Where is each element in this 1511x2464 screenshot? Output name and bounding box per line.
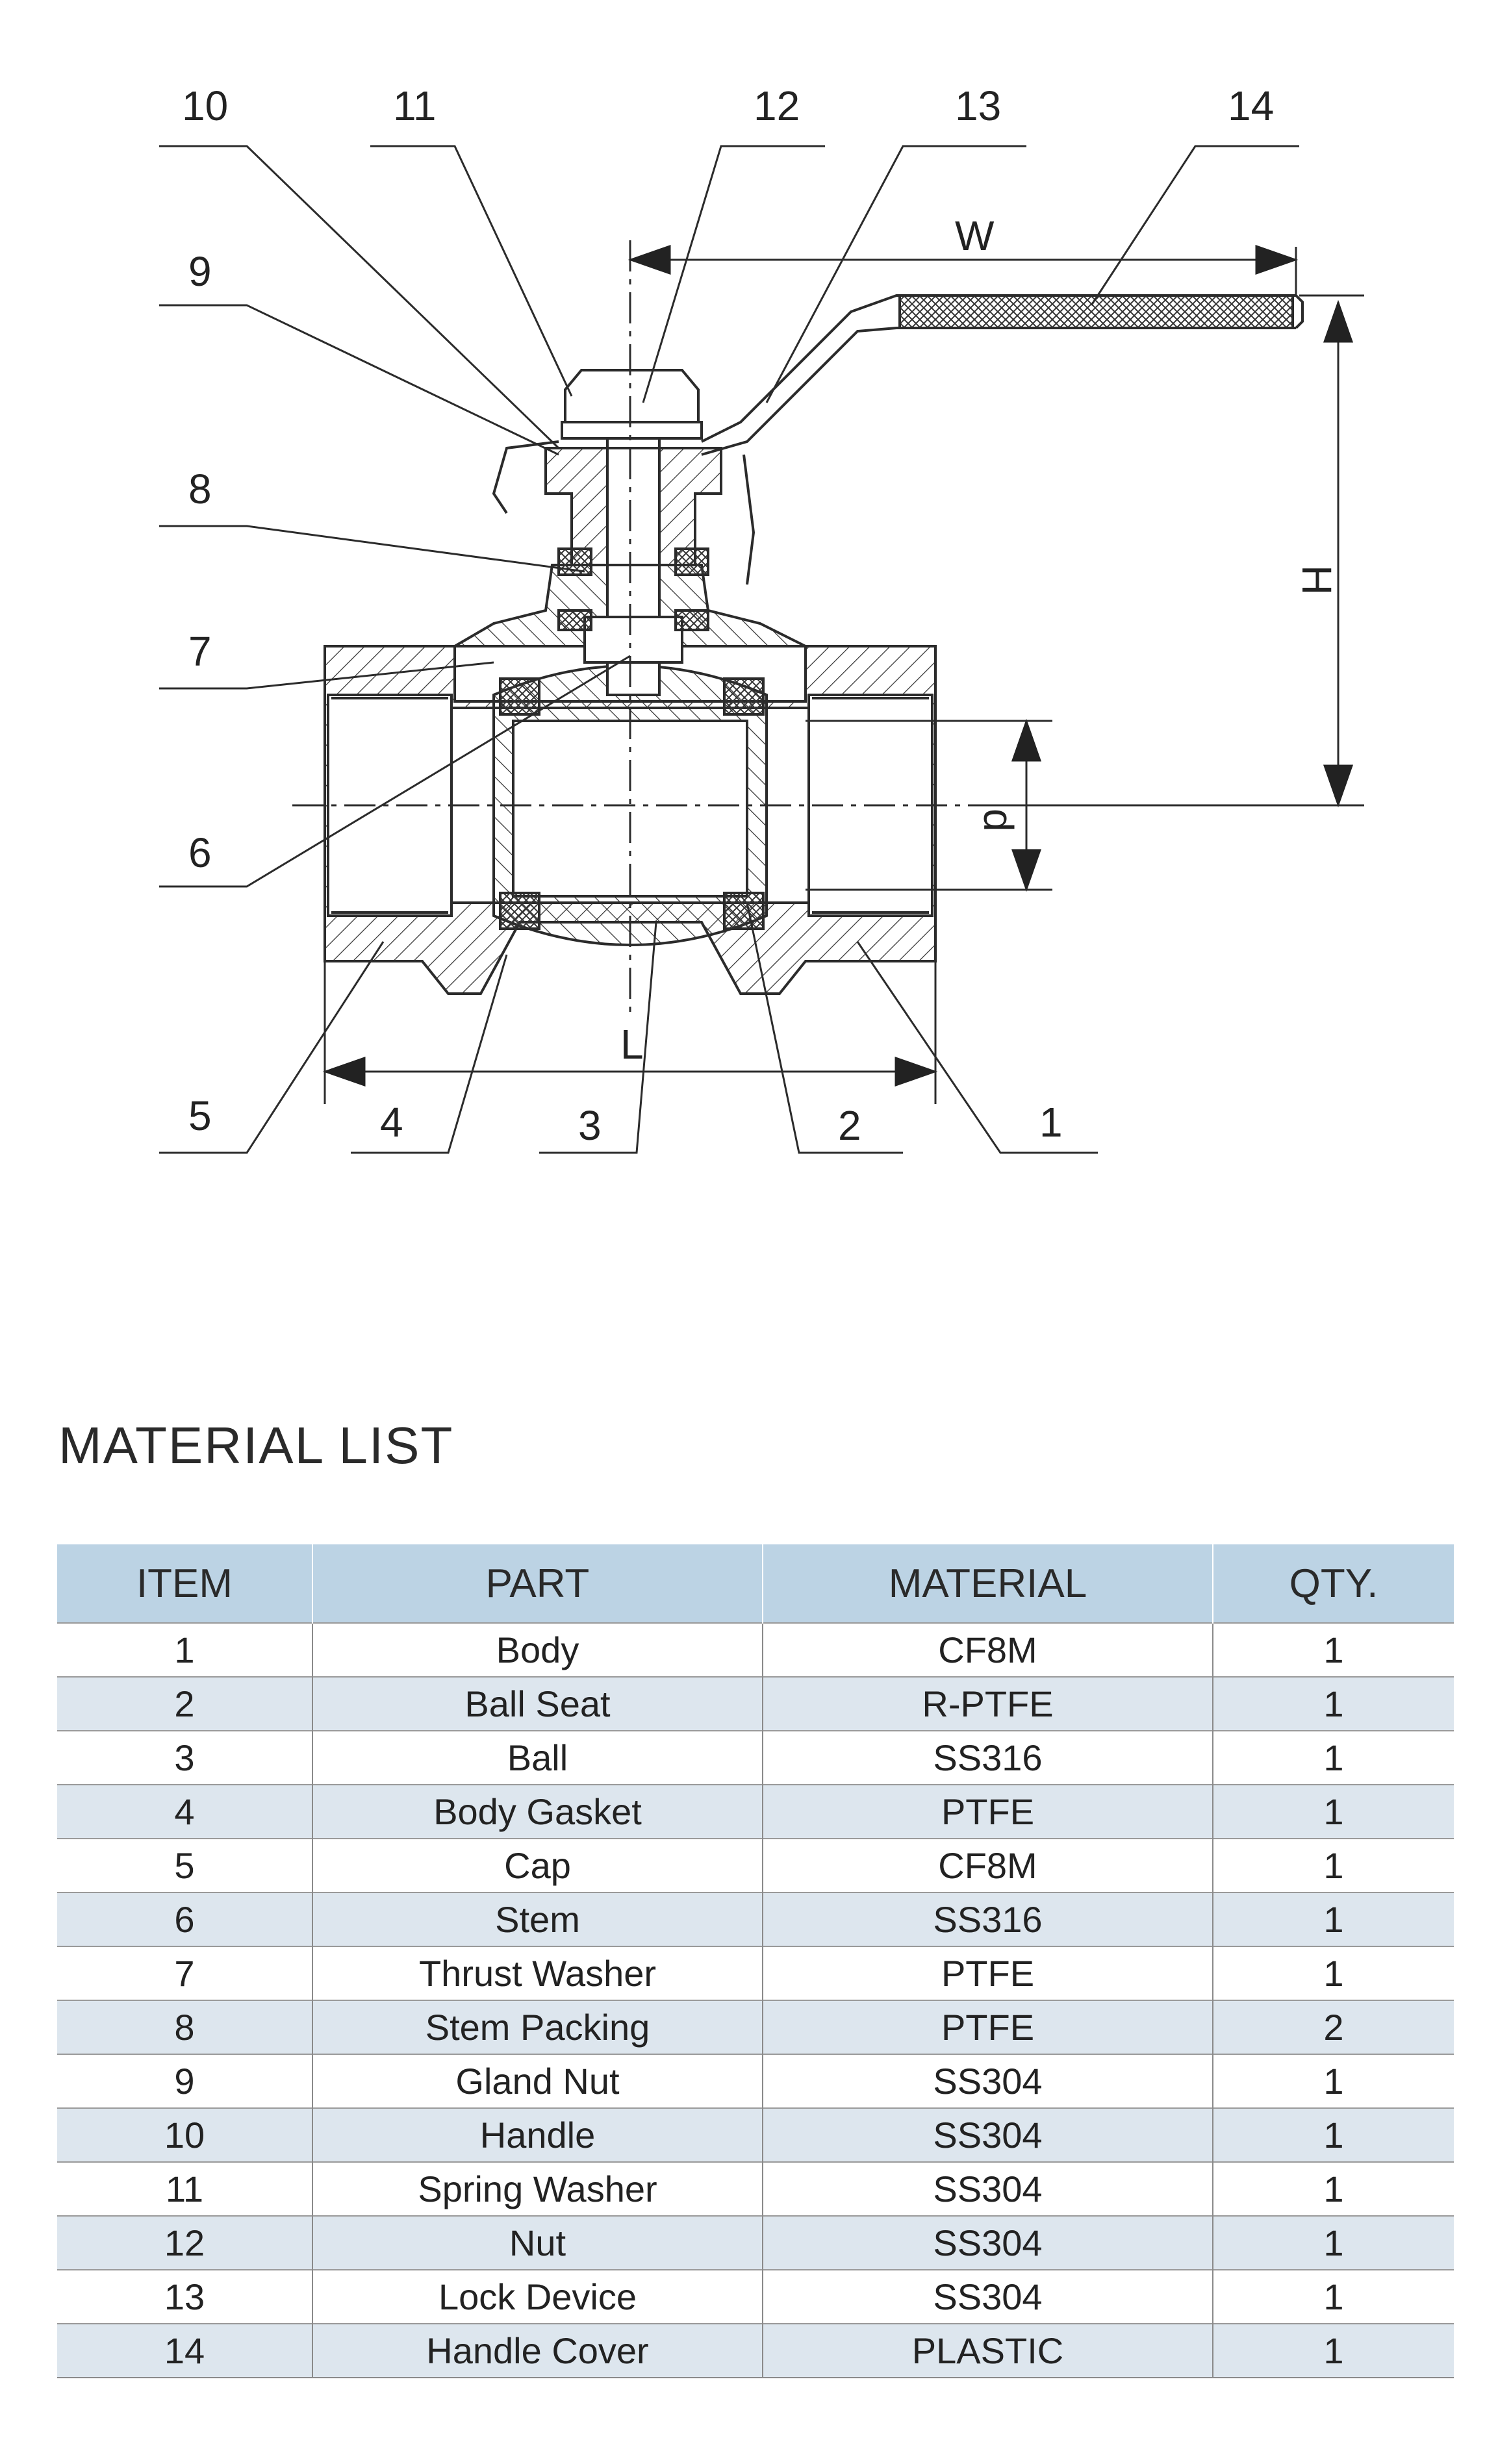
part-cell: Gland Nut (312, 2054, 763, 2108)
table-row (57, 1677, 1454, 1731)
item-cell: 7 (57, 1946, 312, 2000)
item-cell: 11 (57, 2162, 312, 2216)
table-row (57, 2000, 1454, 2054)
table-row (57, 2054, 1454, 2108)
material-list-rows (57, 1623, 1454, 2378)
callout-14: 14 (1228, 82, 1275, 129)
item-cell: 13 (57, 2270, 312, 2324)
qty-cell: 1 (1213, 2324, 1454, 2378)
col-part-header: PART (312, 1544, 763, 1623)
callout-7: 7 (188, 628, 212, 675)
item-cell: 14 (57, 2324, 312, 2378)
material-cell: PLASTIC (763, 2324, 1213, 2378)
item-cell: 8 (57, 2000, 312, 2054)
part-cell: Nut (312, 2216, 763, 2270)
item-cell: 5 (57, 1839, 312, 1892)
qty-cell: 1 (1213, 2270, 1454, 2324)
col-item-header: ITEM (57, 1544, 312, 1623)
part-cell: Stem (312, 1892, 763, 1946)
table-row (57, 1892, 1454, 1946)
dim-h-label: H (1293, 565, 1340, 596)
material-cell: SS304 (763, 2054, 1213, 2108)
qty-cell: 1 (1213, 1892, 1454, 1946)
material-cell: SS304 (763, 2108, 1213, 2162)
table-row (57, 1946, 1454, 2000)
material-cell: R-PTFE (763, 1677, 1213, 1731)
table-row (57, 2216, 1454, 2270)
qty-cell: 1 (1213, 1623, 1454, 1677)
callout-1: 1 (1039, 1099, 1063, 1146)
part-cell: Body (312, 1623, 763, 1677)
material-cell: CF8M (763, 1623, 1213, 1677)
table-row (57, 2162, 1454, 2216)
qty-cell: 1 (1213, 1731, 1454, 1785)
callout-2: 2 (838, 1102, 861, 1149)
dim-d-label: d (975, 809, 1022, 832)
callout-13: 13 (955, 82, 1002, 129)
item-cell: 10 (57, 2108, 312, 2162)
table-row (57, 1785, 1454, 1839)
table-row (57, 1731, 1454, 1785)
material-cell: CF8M (763, 1839, 1213, 1892)
table-row (57, 1623, 1454, 1677)
callout-10: 10 (182, 82, 229, 129)
table-header-row (57, 1544, 1454, 1623)
table-row (57, 2270, 1454, 2324)
qty-cell: 1 (1213, 1785, 1454, 1839)
material-cell: SS304 (763, 2216, 1213, 2270)
table-row (57, 1839, 1454, 1892)
part-cell: Spring Washer (312, 2162, 763, 2216)
col-material-header: MATERIAL (763, 1544, 1213, 1623)
item-cell: 6 (57, 1892, 312, 1946)
material-cell: PTFE (763, 1946, 1213, 2000)
table-row (57, 2324, 1454, 2378)
callout-6: 6 (188, 829, 212, 876)
part-cell: Body Gasket (312, 1785, 763, 1839)
gland-and-nut (546, 370, 721, 565)
material-cell: PTFE (763, 2000, 1213, 2054)
table-row (57, 2108, 1454, 2162)
part-cell: Lock Device (312, 2270, 763, 2324)
item-cell: 9 (57, 2054, 312, 2108)
dim-l-label: L (620, 1021, 644, 1068)
item-cell: 2 (57, 1677, 312, 1731)
qty-cell: 1 (1213, 2108, 1454, 2162)
callout-12: 12 (754, 82, 800, 129)
col-qty-header: QTY. (1213, 1544, 1454, 1623)
part-cell: Ball (312, 1731, 763, 1785)
material-cell: PTFE (763, 1785, 1213, 1839)
qty-cell: 1 (1213, 2054, 1454, 2108)
item-cell: 3 (57, 1731, 312, 1785)
callout-4: 4 (380, 1099, 403, 1146)
item-cell: 4 (57, 1785, 312, 1839)
item-cell: 1 (57, 1623, 312, 1677)
material-list-table (57, 1544, 1454, 2378)
callout-5: 5 (188, 1092, 212, 1139)
part-cell: Thrust Washer (312, 1946, 763, 2000)
dim-w-label: W (955, 212, 995, 259)
qty-cell: 2 (1213, 2000, 1454, 2054)
item-cell: 12 (57, 2216, 312, 2270)
callout-3: 3 (578, 1102, 602, 1149)
material-cell: SS304 (763, 2162, 1213, 2216)
qty-cell: 1 (1213, 1946, 1454, 2000)
callout-8: 8 (188, 466, 212, 512)
part-cell: Cap (312, 1839, 763, 1892)
material-cell: SS316 (763, 1892, 1213, 1946)
part-cell: Handle (312, 2108, 763, 2162)
qty-cell: 1 (1213, 2162, 1454, 2216)
material-cell: SS304 (763, 2270, 1213, 2324)
callout-11: 11 (393, 82, 437, 129)
material-list-title: MATERIAL LIST (58, 1416, 454, 1474)
callout-9: 9 (188, 248, 212, 295)
material-cell: SS316 (763, 1731, 1213, 1785)
qty-cell: 1 (1213, 1839, 1454, 1892)
qty-cell: 1 (1213, 1677, 1454, 1731)
part-cell: Ball Seat (312, 1677, 763, 1731)
part-cell: Handle Cover (312, 2324, 763, 2378)
part-cell: Stem Packing (312, 2000, 763, 2054)
qty-cell: 1 (1213, 2216, 1454, 2270)
